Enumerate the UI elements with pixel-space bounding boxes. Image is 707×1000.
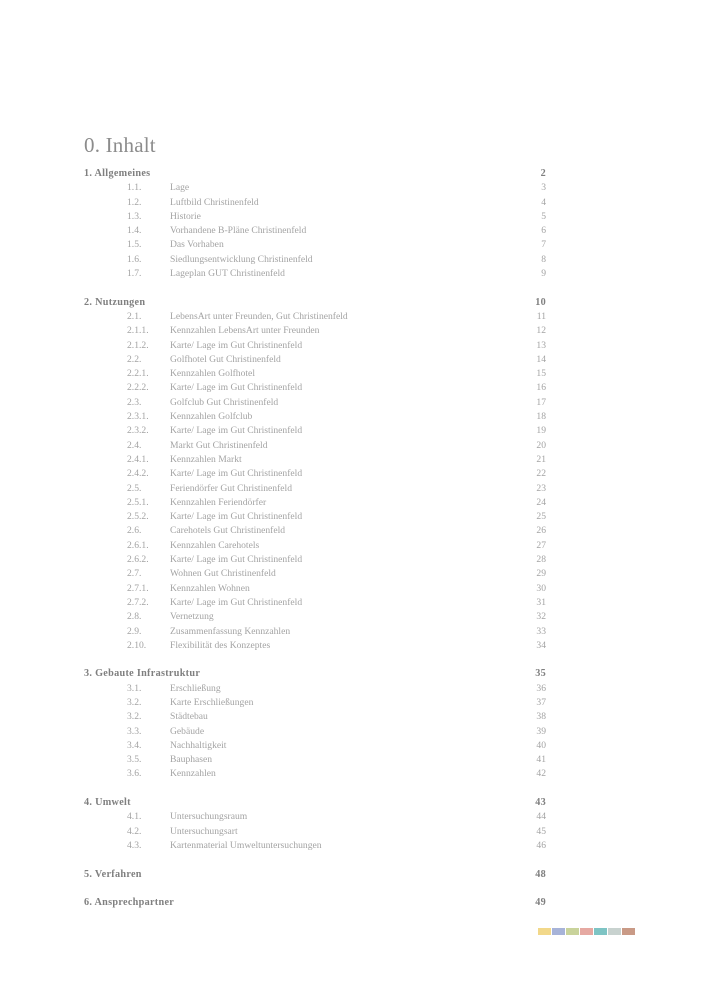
toc-entry-page: 16 (536, 382, 546, 394)
toc-entry-number: 2.5.2. (127, 511, 149, 523)
toc-entry[interactable] (84, 353, 546, 367)
toc-section-label: 4. Umwelt (84, 797, 131, 809)
toc-entry-label: Kennzahlen Golfhotel (170, 368, 255, 380)
toc-entry-label: Luftbild Christinenfeld (170, 196, 259, 208)
toc-entry-number: 2.1.1. (127, 325, 149, 337)
section-spacer (84, 653, 546, 667)
section-spacer (84, 281, 546, 295)
toc-entry-page: 7 (541, 239, 546, 251)
section-spacer (84, 882, 546, 896)
toc-entry-label: Wohnen Gut Christinenfeld (170, 568, 276, 580)
toc-entry-label: Karte/ Lage im Gut Christinenfeld (170, 511, 303, 523)
toc-section-page: 49 (535, 897, 546, 909)
toc-entry-label: Flexibilität des Konzeptes (170, 639, 271, 651)
table-of-contents (84, 167, 546, 910)
toc-entry[interactable] (84, 410, 546, 424)
toc-entry-label: Historie (170, 210, 201, 222)
toc-entry-page: 38 (536, 711, 546, 723)
toc-entry-number: 3.5. (127, 754, 142, 766)
toc-section[interactable] (84, 868, 546, 882)
toc-entry-page: 33 (536, 625, 546, 637)
toc-entry-page: 31 (536, 596, 546, 608)
toc-entry-label: Golfclub Gut Christinenfeld (170, 396, 279, 408)
toc-entry-page: 19 (536, 425, 546, 437)
toc-section-label: 1. Allgemeines (84, 168, 151, 179)
toc-entry-label: Kennzahlen Carehotels (170, 539, 260, 551)
toc-entry[interactable] (84, 439, 546, 453)
toc-entry-number: 2.7. (127, 568, 142, 580)
toc-entry-number: 4.1. (127, 811, 142, 823)
toc-entry-number: 3.6. (127, 768, 142, 780)
toc-entry-number: 3.3. (127, 725, 142, 737)
toc-entry[interactable] (84, 482, 546, 496)
toc-entry-page: 18 (536, 411, 546, 423)
toc-entry[interactable] (84, 253, 546, 267)
toc-entry-number: 2.6.1. (127, 539, 149, 551)
toc-entry[interactable] (84, 553, 546, 567)
color-swatch (594, 928, 607, 935)
toc-entry-label: Vernetzung (170, 611, 214, 623)
toc-entry-page: 28 (536, 554, 546, 566)
toc-entry-label: Erschließung (170, 682, 221, 694)
toc-entry-page: 21 (536, 453, 546, 465)
toc-entry-label: Gebäude (170, 725, 205, 737)
toc-entry-number: 2.10. (127, 639, 147, 651)
toc-entry-page: 41 (536, 754, 546, 766)
toc-entry-page: 14 (536, 353, 546, 365)
toc-entry-page: 39 (536, 725, 546, 737)
color-swatch (608, 928, 621, 935)
toc-entry-number: 1.5. (127, 239, 142, 251)
toc-entry-number: 4.3. (127, 839, 142, 851)
toc-entry[interactable] (84, 710, 546, 724)
toc-entry-page: 13 (536, 339, 546, 351)
toc-entry-page: 46 (536, 839, 546, 851)
toc-section[interactable] (84, 667, 546, 681)
toc-entry-number: 2.8. (127, 611, 142, 623)
toc-section-page: 2 (540, 168, 546, 179)
toc-entry-number: 2.4. (127, 439, 142, 451)
toc-entry-page: 24 (536, 496, 546, 508)
toc-entry-label: Das Vorhaben (170, 239, 224, 251)
toc-entry-number: 2.2.1. (127, 368, 149, 380)
toc-entry-label: Karte/ Lage im Gut Christinenfeld (170, 339, 303, 351)
toc-entry-number: 2.9. (127, 625, 142, 637)
toc-entry[interactable] (84, 825, 546, 839)
toc-entry-number: 3.4. (127, 739, 142, 751)
toc-entry-page: 9 (541, 268, 546, 280)
toc-entry-number: 2.6. (127, 525, 142, 537)
toc-entry[interactable] (84, 767, 546, 781)
toc-entry-number: 1.3. (127, 210, 142, 222)
toc-entry[interactable] (84, 739, 546, 753)
toc-entry[interactable] (84, 324, 546, 338)
toc-entry-page: 42 (536, 768, 546, 780)
toc-entry-number: 2.3.1. (127, 411, 149, 423)
toc-entry-label: Vorhandene B-Pläne Christinenfeld (170, 225, 307, 237)
toc-entry-number: 2.3. (127, 396, 142, 408)
toc-entry-number: 2.6.2. (127, 554, 149, 566)
toc-entry[interactable] (84, 467, 546, 481)
toc-entry-label: Untersuchungsart (170, 825, 238, 837)
toc-entry-label: Lageplan GUT Christinenfeld (170, 268, 285, 280)
toc-section-label: 6. Ansprechpartner (84, 897, 175, 909)
toc-entry-number: 1.6. (127, 253, 142, 265)
toc-entry-label: Golfhotel Gut Christinenfeld (170, 353, 281, 365)
toc-section[interactable] (84, 896, 546, 910)
toc-entry[interactable] (84, 424, 546, 438)
toc-entry[interactable] (84, 524, 546, 538)
toc-entry[interactable] (84, 810, 546, 824)
toc-entry-page: 29 (536, 568, 546, 580)
toc-entry-number: 2.3.2. (127, 425, 149, 437)
toc-entry-label: Siedlungsentwicklung Christinenfeld (170, 253, 313, 265)
toc-entry[interactable] (84, 596, 546, 610)
toc-entry[interactable] (84, 210, 546, 224)
color-swatch (580, 928, 593, 935)
toc-entry[interactable] (84, 639, 546, 653)
toc-entry[interactable] (84, 496, 546, 510)
toc-entry-label: Markt Gut Christinenfeld (170, 439, 268, 451)
toc-entry-label: Kennzahlen LebensArt unter Freunden (170, 325, 320, 337)
toc-entry-number: 2.2.2. (127, 382, 149, 394)
toc-entry-label: Kennzahlen (170, 768, 216, 780)
page-title: 0. Inhalt (84, 133, 156, 157)
toc-entry[interactable] (84, 238, 546, 252)
toc-section-page: 43 (535, 797, 546, 809)
toc-entry[interactable] (84, 725, 546, 739)
toc-entry-page: 20 (536, 439, 546, 451)
toc-entry[interactable] (84, 839, 546, 853)
toc-entry-label: Karte/ Lage im Gut Christinenfeld (170, 425, 303, 437)
toc-entry-page: 22 (536, 468, 546, 480)
toc-entry-label: Kennzahlen Wohnen (170, 582, 250, 594)
toc-entry-page: 44 (536, 811, 546, 823)
toc-entry[interactable] (84, 367, 546, 381)
toc-section-label: 5. Verfahren (84, 868, 142, 880)
toc-entry[interactable] (84, 396, 546, 410)
toc-entry-label: Karte/ Lage im Gut Christinenfeld (170, 382, 303, 394)
toc-entry-label: Karte/ Lage im Gut Christinenfeld (170, 596, 303, 608)
toc-entry[interactable] (84, 453, 546, 467)
color-swatch (622, 928, 635, 935)
toc-entry-number: 4.2. (127, 825, 142, 837)
toc-entry-page: 25 (536, 511, 546, 523)
toc-entry-number: 1.1. (127, 182, 142, 194)
toc-entry[interactable] (84, 610, 546, 624)
toc-entry[interactable] (84, 625, 546, 639)
toc-section[interactable] (84, 796, 546, 810)
toc-section-page: 48 (535, 868, 546, 880)
toc-entry-page: 6 (541, 225, 546, 237)
toc-entry-label: Carehotels Gut Christinenfeld (170, 525, 286, 537)
toc-entry-label: Städtebau (170, 711, 208, 723)
color-swatch (566, 928, 579, 935)
toc-entry[interactable] (84, 682, 546, 696)
toc-entry-label: Kennzahlen Feriendörfer (170, 496, 267, 508)
toc-entry-page: 3 (541, 182, 546, 194)
toc-entry-page: 27 (536, 539, 546, 551)
toc-entry-label: LebensArt unter Freunden, Gut Christinenfeld (170, 310, 348, 322)
toc-entry-number: 3.2. (127, 711, 142, 723)
toc-entry-page: 12 (536, 325, 546, 337)
toc-entry[interactable] (84, 267, 546, 281)
toc-entry-number: 2.2. (127, 353, 142, 365)
toc-entry-page: 11 (536, 310, 546, 322)
toc-entry[interactable] (84, 339, 546, 353)
toc-entry-page: 8 (541, 253, 546, 265)
toc-entry-label: Untersuchungsraum (170, 811, 248, 823)
toc-entry-page: 4 (541, 196, 546, 208)
toc-entry[interactable] (84, 539, 546, 553)
toc-section-label: 2. Nutzungen (84, 296, 146, 308)
toc-entry-number: 2.7.1. (127, 582, 149, 594)
toc-entry-number: 2.4.2. (127, 468, 149, 480)
toc-entry-number: 2.1.2. (127, 339, 149, 351)
toc-entry[interactable] (84, 181, 546, 195)
toc-entry-label: Nachhaltigkeit (170, 739, 227, 751)
toc-entry-number: 2.5. (127, 482, 142, 494)
toc-entry[interactable] (84, 582, 546, 596)
toc-entry-page: 17 (536, 396, 546, 408)
toc-entry[interactable] (84, 224, 546, 238)
toc-entry-label: Lage (170, 182, 190, 194)
toc-section-label: 3. Gebaute Infrastruktur (84, 668, 201, 680)
toc-entry-page: 40 (536, 739, 546, 751)
toc-entry-number: 3.2. (127, 696, 142, 708)
toc-entry-label: Kennzahlen Markt (170, 453, 242, 465)
toc-entry-label: Karte Erschließungen (170, 696, 254, 708)
toc-entry-number: 2.4.1. (127, 453, 149, 465)
section-spacer (84, 782, 546, 796)
toc-entry-label: Bauphasen (170, 754, 213, 766)
toc-entry-label: Karte/ Lage im Gut Christinenfeld (170, 554, 303, 566)
toc-entry[interactable] (84, 381, 546, 395)
toc-entry-label: Feriendörfer Gut Christinenfeld (170, 482, 293, 494)
toc-entry[interactable] (84, 696, 546, 710)
toc-entry-page: 5 (541, 210, 546, 222)
toc-entry-page: 23 (536, 482, 546, 494)
toc-entry-page: 32 (536, 611, 546, 623)
color-swatch (552, 928, 565, 935)
toc-entry-label: Karte/ Lage im Gut Christinenfeld (170, 468, 303, 480)
toc-entry-number: 2.5.1. (127, 496, 149, 508)
toc-entry-number: 2.7.2. (127, 596, 149, 608)
toc-entry-number: 2.1. (127, 310, 142, 322)
toc-section-page: 10 (535, 296, 546, 308)
toc-entry-number: 1.7. (127, 268, 142, 280)
toc-entry-page: 34 (536, 639, 546, 651)
toc-entry[interactable] (84, 753, 546, 767)
toc-entry-number: 1.4. (127, 225, 142, 237)
toc-entry-page: 30 (536, 582, 546, 594)
toc-section-page: 35 (535, 668, 546, 680)
toc-section[interactable] (84, 296, 546, 310)
toc-entry[interactable] (84, 510, 546, 524)
toc-entry[interactable] (84, 567, 546, 581)
toc-entry[interactable] (84, 310, 546, 324)
toc-entry-page: 36 (536, 682, 546, 694)
toc-section[interactable] (84, 167, 546, 181)
toc-entry-page: 15 (536, 368, 546, 380)
toc-entry-label: Kartenmaterial Umweltuntersuchungen (170, 839, 322, 851)
color-swatch-bar (538, 928, 635, 935)
toc-entry-page: 45 (536, 825, 546, 837)
toc-entry[interactable] (84, 196, 546, 210)
toc-entry-page: 37 (536, 696, 546, 708)
toc-entry-number: 1.2. (127, 196, 142, 208)
toc-entry-number: 3.1. (127, 682, 142, 694)
toc-entry-label: Kennzahlen Golfclub (170, 411, 253, 423)
toc-entry-page: 26 (536, 525, 546, 537)
section-spacer (84, 853, 546, 867)
color-swatch (538, 928, 551, 935)
toc-entry-label: Zusammenfassung Kennzahlen (170, 625, 291, 637)
